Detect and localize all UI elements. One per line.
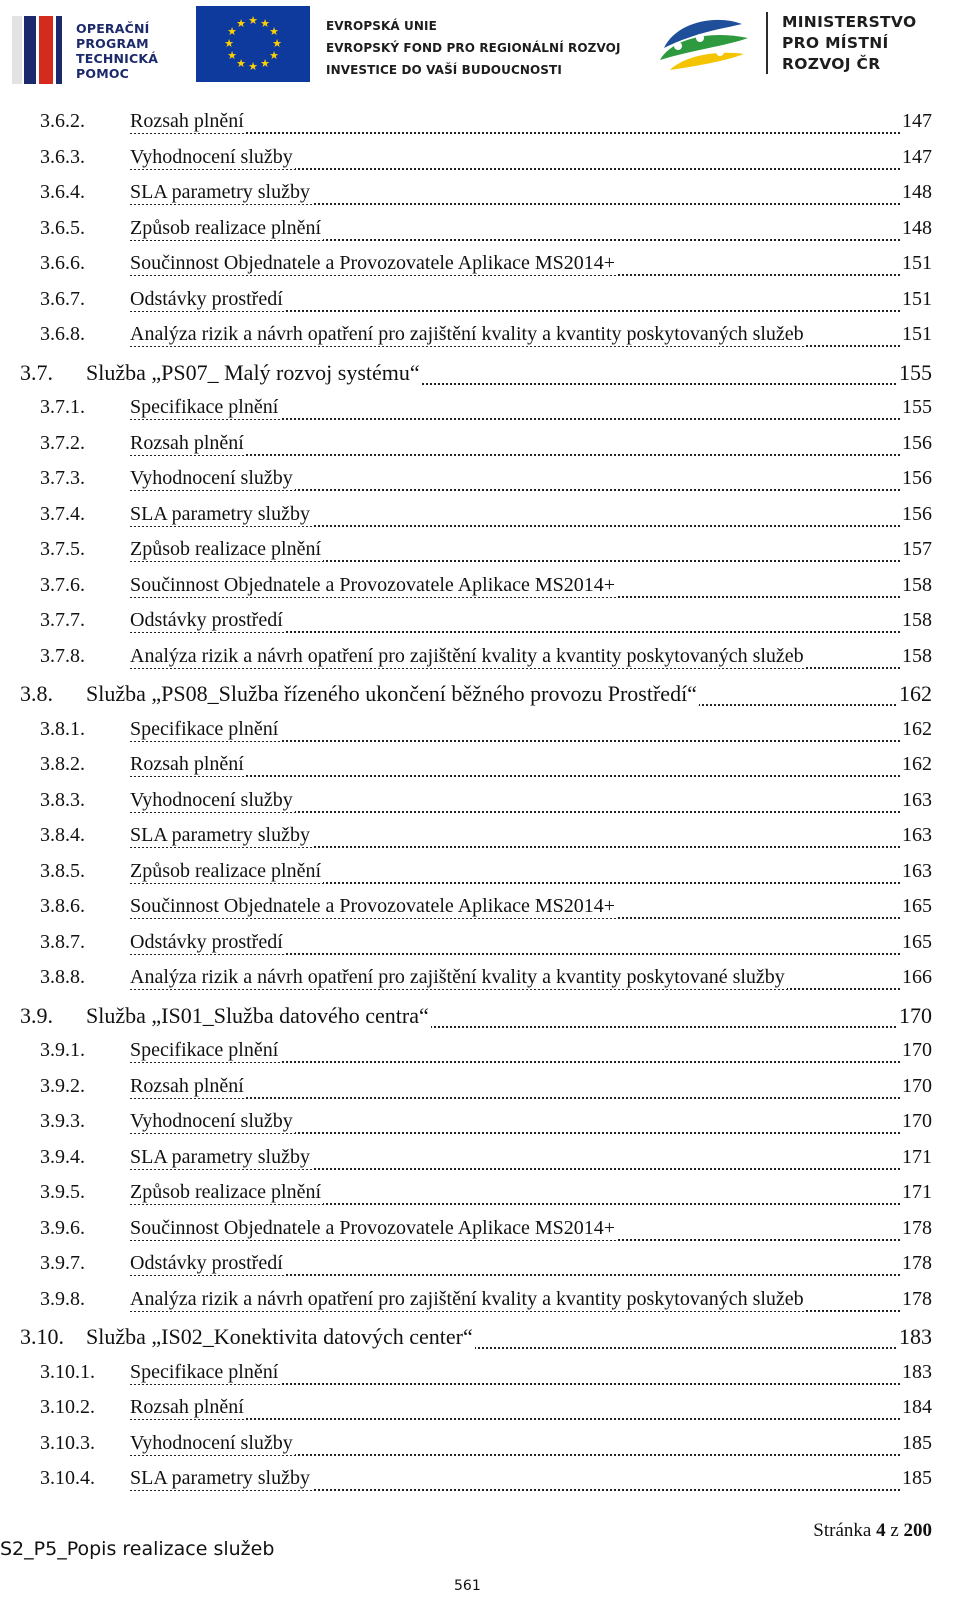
toc-section-entry[interactable]	[0, 360, 960, 390]
toc-entry-title: Vyhodnocení služby	[130, 1110, 293, 1132]
toc-entry-number: 3.8.2.	[40, 753, 85, 775]
svg-text:★: ★	[236, 57, 246, 70]
toc-subsection-entry[interactable]	[0, 432, 960, 462]
logo-bar-red	[39, 16, 53, 84]
svg-text:★: ★	[272, 37, 282, 50]
toc-entry-number: 3.10.3.	[40, 1431, 95, 1454]
toc-entry-number: 3.10.1.	[40, 1360, 95, 1383]
toc-entry-page: 158	[902, 644, 932, 667]
toc-subsection-entry[interactable]	[0, 574, 960, 604]
toc-subsection-entry[interactable]	[0, 1110, 960, 1140]
toc-entry-page: 165	[902, 895, 932, 917]
toc-entry-number: 3.9.3.	[40, 1110, 85, 1132]
logo-bar-navy	[24, 16, 36, 84]
page-counter	[813, 1520, 932, 1542]
op-logo-line-2: PROGRAM	[76, 36, 149, 51]
toc-entry-title: Součinnost Objednatele a Provozovatele Aplikace MS2014+	[130, 895, 616, 917]
toc-entry-title: Rozsah plnění	[130, 1074, 244, 1097]
svg-text:★: ★	[227, 49, 237, 62]
toc-entry-page: 148	[902, 181, 932, 203]
toc-entry-number: 3.7.4.	[40, 502, 85, 525]
toc-entry-page: 184	[902, 1396, 932, 1418]
toc-subsection-entry[interactable]	[0, 1252, 960, 1282]
toc-entry-page: 163	[902, 824, 932, 846]
toc-entry-number: 3.8.1.	[40, 717, 85, 740]
toc-entry-page: 178	[902, 1287, 932, 1310]
toc-entry-page: 163	[902, 788, 932, 811]
toc-subsection-entry[interactable]	[0, 503, 960, 533]
toc-entry-title: Způsob realizace plnění	[130, 216, 322, 239]
toc-entry-number: 3.8.8.	[40, 966, 85, 988]
toc-subsection-entry[interactable]	[0, 1288, 960, 1318]
toc-entry-title: Způsob realizace plnění	[130, 859, 322, 882]
svg-text:★: ★	[224, 37, 234, 50]
toc-entry-number: 3.6.7.	[40, 287, 85, 310]
page-counter-of: z	[890, 1520, 899, 1541]
toc-entry-page: 151	[902, 323, 932, 345]
svg-text:★: ★	[260, 17, 270, 30]
toc-entry-title: Služba „IS01_Služba datového centra“	[86, 1002, 429, 1028]
toc-entry-title: Služba „IS02_Konektivita datových center“	[86, 1324, 473, 1349]
toc-entry-page: 147	[902, 145, 932, 168]
toc-entry-number: 3.7.7.	[40, 609, 85, 631]
toc-entry-page: 170	[899, 1002, 932, 1028]
toc-entry-page: 185	[902, 1431, 932, 1454]
toc-subsection-entry[interactable]	[0, 1146, 960, 1176]
toc-subsection-entry[interactable]	[0, 1361, 960, 1391]
toc-entry-page: 166	[902, 966, 932, 988]
toc-subsection-entry[interactable]	[0, 252, 960, 282]
toc-entry-number: 3.8.3.	[40, 788, 85, 811]
toc-entry-number: 3.8.7.	[40, 930, 85, 953]
toc-entry-title: Způsob realizace plnění	[130, 538, 322, 560]
toc-entry-title: Odstávky prostředí	[130, 609, 283, 631]
toc-entry-number: 3.7.1.	[40, 396, 85, 418]
logo-bar-navy-thin	[56, 16, 62, 84]
toc-entry-page: 170	[902, 1110, 932, 1132]
toc-entry-number: 3.6.2.	[40, 110, 85, 132]
toc-entry-title: Specifikace plnění	[130, 1039, 279, 1061]
svg-text:★: ★	[236, 17, 246, 30]
toc-entry-page: 170	[902, 1039, 932, 1061]
toc-entry-page: 185	[902, 1467, 932, 1489]
toc-subsection-entry[interactable]	[0, 1217, 960, 1247]
toc-subsection-entry[interactable]	[0, 718, 960, 748]
toc-subsection-entry[interactable]	[0, 1075, 960, 1105]
toc-entry-title: SLA parametry služby	[130, 502, 310, 525]
toc-subsection-entry[interactable]	[0, 645, 960, 675]
toc-subsection-entry[interactable]	[0, 1039, 960, 1069]
toc-entry-title: Specifikace plnění	[130, 396, 279, 418]
toc-entry-title: Odstávky prostředí	[130, 287, 283, 310]
toc-entry-number: 3.6.5.	[40, 216, 85, 239]
toc-entry-page: 156	[902, 431, 932, 454]
toc-entry-page: 183	[899, 1324, 932, 1349]
toc-section-entry[interactable]	[0, 681, 960, 711]
toc-subsection-entry[interactable]	[0, 467, 960, 497]
toc-entry-title: Rozsah plnění	[130, 110, 244, 132]
op-logo-line-1: OPERAČNÍ	[76, 21, 150, 36]
page-marker: 561	[454, 1578, 481, 1594]
toc-entry-number: 3.10.2.	[40, 1396, 95, 1418]
toc-entry-title: Součinnost Objednatele a Provozovatele Aplikace MS2014+	[130, 1216, 616, 1239]
toc-subsection-entry[interactable]	[0, 609, 960, 639]
toc-entry-number: 3.9.6.	[40, 1216, 85, 1239]
toc-subsection-entry[interactable]	[0, 1432, 960, 1462]
toc-entry-title: Analýza rizik a návrh opatření pro zajištění kvality a kvantity poskytovaných služeb	[130, 644, 804, 667]
toc-entry-title: Způsob realizace plnění	[130, 1181, 322, 1203]
toc-entry-title: Odstávky prostředí	[130, 1252, 283, 1274]
toc-entry-title: SLA parametry služby	[130, 1145, 310, 1168]
toc-entry-page: 162	[899, 681, 932, 706]
toc-entry-page: 170	[902, 1074, 932, 1097]
toc-subsection-entry[interactable]	[0, 931, 960, 961]
toc-entry-page: 147	[902, 110, 932, 132]
toc-entry-title: Vyhodnocení služby	[130, 467, 293, 489]
toc-entry-number: 3.9.4.	[40, 1145, 85, 1168]
page-counter-prefix: Stránka	[813, 1520, 872, 1541]
toc-entry-number: 3.10.4.	[40, 1467, 95, 1489]
toc-entry-page: 151	[902, 287, 932, 310]
toc-entry-page: 171	[902, 1145, 932, 1168]
toc-entry-title: Vyhodnocení služby	[130, 788, 293, 811]
toc-entry-title: Služba „PS08_Služba řízeného ukončení běžného provozu Prostředí“	[86, 681, 697, 706]
ministry-name	[782, 12, 916, 75]
toc-entry-number: 3.8.6.	[40, 895, 85, 917]
toc-entry-page: 156	[902, 502, 932, 525]
toc-entry-title: Součinnost Objednatele a Provozovatele Aplikace MS2014+	[130, 573, 616, 596]
toc-section-entry[interactable]	[0, 1003, 960, 1033]
toc-entry-number: 3.8.5.	[40, 859, 85, 882]
op-logo-line-3: TECHNICKÁ	[76, 51, 159, 66]
document-name: S2_P5_Popis realizace služeb	[0, 1538, 275, 1560]
toc-subsection-entry[interactable]	[0, 217, 960, 247]
toc-entry-page: 157	[902, 538, 932, 560]
toc-entry-title: Analýza rizik a návrh opatření pro zajištění kvality a kvantity poskytované služby	[130, 966, 785, 988]
toc-entry-number: 3.9.	[20, 1002, 53, 1028]
eu-line-2: EVROPSKÝ FOND PRO REGIONÁLNÍ ROZVOJ	[326, 41, 621, 55]
toc-entry-page: 162	[902, 753, 932, 775]
svg-text:★: ★	[269, 49, 279, 62]
toc-entry-page: 158	[902, 609, 932, 631]
toc-section-entry[interactable]	[0, 1324, 960, 1354]
toc-entry-number: 3.6.8.	[40, 323, 85, 345]
toc-entry-title: SLA parametry služby	[130, 824, 310, 846]
toc-subsection-entry[interactable]	[0, 860, 960, 890]
op-tp-logo-text	[76, 21, 158, 81]
toc-entry-title: Služba „PS07_ Malý rozvoj systému“	[86, 359, 420, 385]
svg-text:★: ★	[260, 57, 270, 70]
toc-entry-page: 178	[902, 1216, 932, 1239]
svg-text:★: ★	[269, 25, 279, 38]
toc-subsection-entry[interactable]	[0, 753, 960, 783]
toc-entry-number: 3.7.3.	[40, 467, 85, 489]
toc-entry-page: 162	[902, 717, 932, 740]
toc-entry-title: Odstávky prostředí	[130, 930, 283, 953]
toc-subsection-entry[interactable]	[0, 895, 960, 925]
toc-subsection-entry[interactable]	[0, 789, 960, 819]
toc-entry-page: 156	[902, 467, 932, 489]
toc-entry-title: Specifikace plnění	[130, 1360, 279, 1383]
toc-entry-number: 3.10.	[20, 1324, 64, 1349]
ministry-line-1: MINISTERSTVO	[782, 13, 917, 31]
page-counter-current: 4	[876, 1520, 886, 1541]
toc-entry-number: 3.8.	[20, 681, 53, 706]
toc-entry-title: Vyhodnocení služby	[130, 145, 293, 168]
toc-subsection-entry[interactable]	[0, 538, 960, 568]
toc-entry-title: Analýza rizik a návrh opatření pro zajištění kvality a kvantity poskytovaných služeb	[130, 323, 804, 345]
toc-subsection-entry[interactable]	[0, 110, 960, 140]
toc-entry-page: 163	[902, 859, 932, 882]
toc-subsection-entry[interactable]	[0, 396, 960, 426]
toc-entry-title: SLA parametry služby	[130, 181, 310, 203]
logo-bar-grey	[12, 16, 22, 84]
toc-subsection-entry[interactable]	[0, 1396, 960, 1426]
toc-entry-title: Specifikace plnění	[130, 717, 279, 740]
eu-stars-ring	[196, 6, 310, 82]
toc-entry-title: Součinnost Objednatele a Provozovatele Aplikace MS2014+	[130, 252, 616, 274]
toc-entry-number: 3.7.6.	[40, 573, 85, 596]
toc-entry-number: 3.7.5.	[40, 538, 85, 560]
page-counter-total: 200	[903, 1520, 932, 1541]
eu-line-3: INVESTICE DO VAŠÍ BUDOUCNOSTI	[326, 63, 562, 77]
toc-subsection-entry[interactable]	[0, 824, 960, 854]
toc-subsection-entry[interactable]	[0, 1467, 960, 1497]
toc-entry-title: Rozsah plnění	[130, 1396, 244, 1418]
toc-subsection-entry[interactable]	[0, 1181, 960, 1211]
toc-subsection-entry[interactable]	[0, 146, 960, 176]
ministry-logo-icon	[656, 8, 756, 86]
toc-entry-number: 3.7.8.	[40, 644, 85, 667]
toc-entry-number: 3.9.7.	[40, 1252, 85, 1274]
eu-fund-text	[326, 15, 621, 81]
toc-subsection-entry[interactable]	[0, 966, 960, 996]
toc-entry-page: 171	[902, 1181, 932, 1203]
eu-flag-icon	[196, 6, 310, 82]
toc-entry-title: SLA parametry služby	[130, 1467, 310, 1489]
toc-entry-number: 3.9.2.	[40, 1074, 85, 1097]
toc-entry-title: Analýza rizik a návrh opatření pro zajištění kvality a kvantity poskytovaných služeb	[130, 1287, 804, 1310]
svg-text:★: ★	[248, 14, 258, 27]
toc-entry-number: 3.9.1.	[40, 1039, 85, 1061]
ministry-line-3: ROZVOJ ČR	[782, 55, 881, 73]
toc-entry-page: 183	[902, 1360, 932, 1383]
toc-entry-number: 3.7.	[20, 359, 53, 385]
op-logo-line-4: POMOC	[76, 66, 130, 81]
toc-entry-number: 3.9.8.	[40, 1287, 85, 1310]
ministry-logo-divider	[766, 12, 768, 74]
toc-entry-number: 3.6.3.	[40, 145, 85, 168]
toc-entry-number: 3.8.4.	[40, 824, 85, 846]
svg-text:★: ★	[248, 60, 258, 73]
eu-line-1: EVROPSKÁ UNIE	[326, 19, 437, 33]
toc-entry-page: 178	[902, 1252, 932, 1274]
toc-entry-page: 165	[902, 930, 932, 953]
op-tp-logo	[12, 8, 182, 84]
toc-entry-page: 155	[902, 396, 932, 418]
page-header	[0, 0, 960, 100]
toc-entry-page: 148	[902, 216, 932, 239]
toc-entry-number: 3.9.5.	[40, 1181, 85, 1203]
toc-entry-title: Vyhodnocení služby	[130, 1431, 293, 1454]
ministry-line-2: PRO MÍSTNÍ	[782, 34, 889, 52]
toc-entry-page: 151	[902, 252, 932, 274]
toc-entry-number: 3.6.6.	[40, 252, 85, 274]
toc-entry-number: 3.6.4.	[40, 181, 85, 203]
toc-entry-number: 3.7.2.	[40, 431, 85, 454]
toc-subsection-entry[interactable]	[0, 181, 960, 211]
toc-entry-title: Rozsah plnění	[130, 431, 244, 454]
toc-entry-page: 158	[902, 573, 932, 596]
toc-subsection-entry[interactable]	[0, 323, 960, 353]
toc-entry-title: Rozsah plnění	[130, 753, 244, 775]
toc-entry-page: 155	[899, 359, 932, 385]
svg-text:★: ★	[227, 25, 237, 38]
toc-subsection-entry[interactable]	[0, 288, 960, 318]
